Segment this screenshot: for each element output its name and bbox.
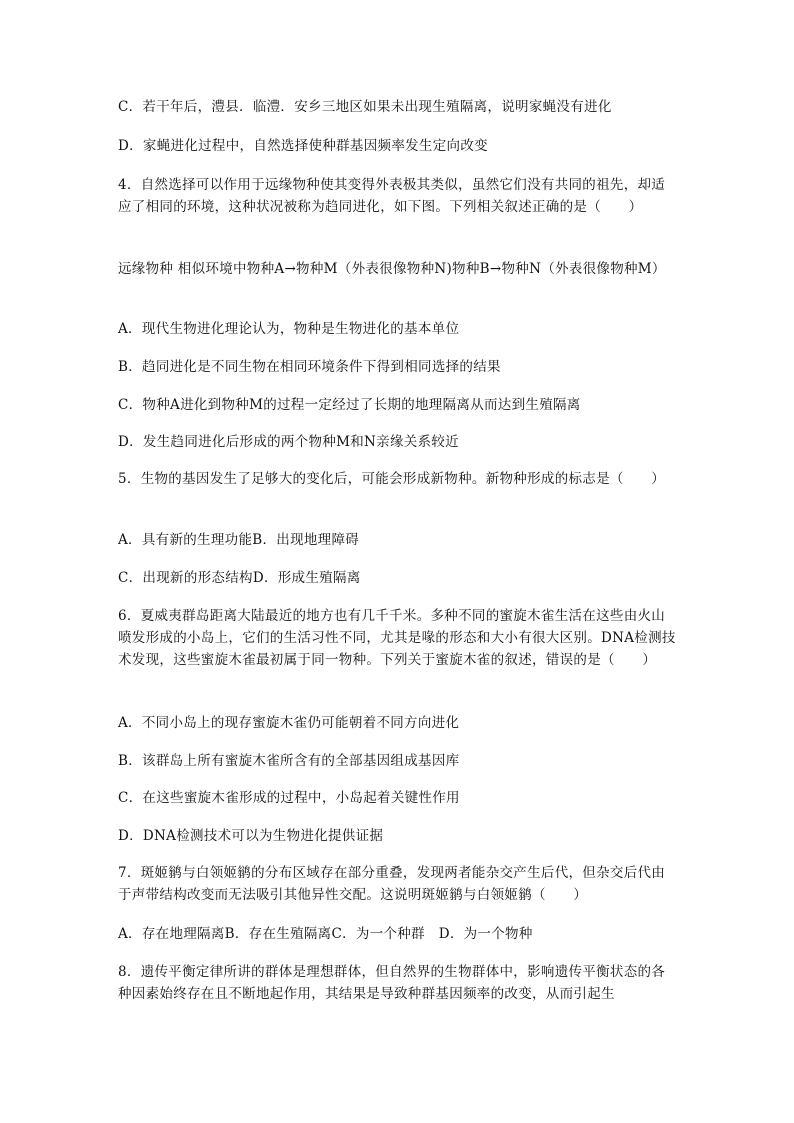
option-4b: B．趋同进化是不同生物在相同环境条件下得到相同选择的结果	[118, 359, 501, 375]
option-7abcd: A．存在地理隔离B．存在生殖隔离C．为一个种群 D．为一个物种	[118, 926, 533, 942]
option-5ab: A．具有新的生理功能B．出现地理障碍	[118, 532, 360, 548]
question-6: 6．夏威夷群岛距离大陆最近的地方也有几千千米。多种不同的蜜旋木雀生活在这些由火山喷发形成的小岛上，它们的生活习性不同，尤其是喙的形态和大小有很大区别。DNA检测技术发现，这些蜜旋木雀最初属于同一物种。下列关于蜜旋木雀的叙述，错误的是（ ）	[118, 608, 676, 668]
option-3d: D．家蝇进化过程中，自然选择使种群基因频率发生定向改变	[118, 138, 488, 154]
question-5: 5．生物的基因发生了足够大的变化后，可能会形成新物种。新物种形成的标志是（ ）	[118, 471, 666, 487]
option-6a: A．不同小岛上的现存蜜旋木雀仍可能朝着不同方向进化	[118, 715, 460, 731]
question-8: 8．遗传平衡定律所讲的群体是理想群体，但自然界的生物群体中，影响遗传平衡状态的各种因素始终存在且不断地起作用，其结果是导致种群基因频率的改变，从而引起生	[118, 964, 666, 1002]
option-6c: C．在这些蜜旋木雀形成的过程中，小岛起着关键性作用	[118, 790, 460, 806]
option-4c: C．物种A进化到物种M的过程一定经过了长期的地理隔离从而达到生殖隔离	[118, 397, 581, 413]
question-4: 4．自然选择可以作用于远缘物种使其变得外表极其类似，虽然它们没有共同的祖先，却适应了相同的环境，这种状况被称为趋同进化，如下图。下列相关叙述正确的是（ ）	[118, 177, 666, 215]
option-4d: D．发生趋同进化后形成的两个物种M和N亲缘关系较近	[118, 434, 459, 450]
question-4-figure-text: 远缘物种 相似环境中物种A→物种M（外表很像物种N)物种B→物种N（外表很像物种M）	[118, 261, 666, 277]
question-7: 7．斑姬鹟与白领姬鹟的分布区域存在部分重叠，发现两者能杂交产生后代，但杂交后代由于声带结构改变而无法吸引其他异性交配。这说明斑姬鹟与白领姬鹟（ ）	[118, 865, 666, 903]
option-3c: C．若干年后，澧县．临澧．安乡三地区如果未出现生殖隔离，说明家蝇没有进化	[118, 99, 612, 115]
option-5cd: C．出现新的形态结构D．形成生殖隔离	[118, 570, 361, 586]
option-6b: B．该群岛上所有蜜旋木雀所含有的全部基因组成基因库	[118, 753, 460, 769]
option-4a: A．现代生物进化理论认为，物种是生物进化的基本单位	[118, 321, 460, 337]
option-6d: D．DNA检测技术可以为生物进化提供证据	[118, 828, 384, 844]
